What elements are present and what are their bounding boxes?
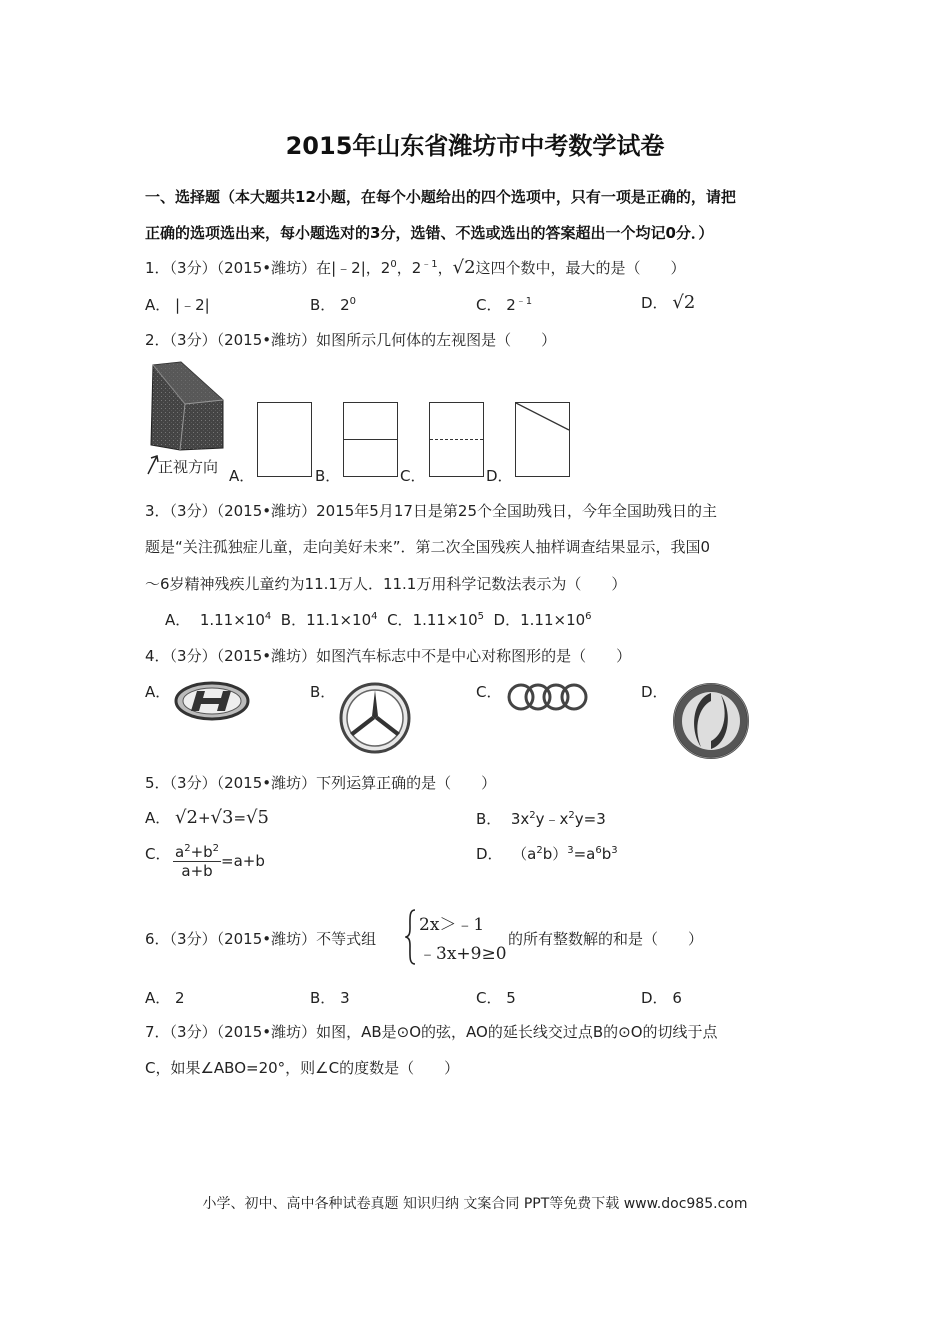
- section-instructions-line2: 正确的选项选出来，每小题选对的3分，选错、不选或选出的答案超出一个均记0分．）: [145, 224, 714, 242]
- q2-c-label: C．: [400, 467, 426, 485]
- brace-icon: [405, 908, 417, 966]
- q2-option-b-rect: [343, 402, 398, 477]
- q2-b-solid-line: [344, 439, 397, 440]
- q2-option-d-rect: [515, 402, 570, 477]
- q5-c-rhs: =a+b: [221, 852, 265, 870]
- q4-b-label: B．: [310, 683, 336, 701]
- q2-d-diagonal: [516, 403, 569, 476]
- q5-a-label: A．: [145, 809, 171, 827]
- q3-d-exp: 6: [585, 611, 592, 622]
- question-3-line1: 3．（3分）（2015•潍坊）2015年5月17日是第25个全国助残日，今年全国助残日的主: [145, 502, 718, 520]
- question-6-stem-prefix: 6．（3分）（2015•潍坊）不等式组: [145, 930, 377, 948]
- question-7-line1: 7．（3分）（2015•潍坊）如图，AB是⊙O的弦，AO的延长线交过点B的⊙O的切线于点: [145, 1023, 718, 1041]
- q1-stem-root: √2: [452, 257, 476, 278]
- q1-c-base: 2: [506, 296, 516, 314]
- q3-a-exp: 4: [264, 611, 272, 622]
- q1-stem-prefix: 1．（3分）（2015•潍坊）在|﹣2|，2: [145, 259, 391, 277]
- q6-c-text: 5: [506, 989, 516, 1007]
- q3-a-base: 1.11×10: [199, 611, 265, 629]
- q5-option-b: [476, 809, 606, 829]
- q5-a-plus: +: [197, 809, 211, 827]
- q3-options: [165, 610, 592, 630]
- q6-c-label: C．: [476, 989, 502, 1007]
- q3-a-label: A．: [165, 611, 191, 629]
- q2-a-label: A．: [229, 467, 255, 485]
- question-2-stem: 2．（3分）（2015•潍坊）如图所示几何体的左视图是（ ）: [145, 331, 557, 349]
- q1-option-d: [641, 293, 695, 313]
- q5-b-p2: y﹣x: [535, 810, 569, 828]
- q5-b-p3: y=3: [574, 810, 606, 828]
- mercedes-logo-icon: [338, 681, 412, 755]
- q6-b-label: B．: [310, 989, 336, 1007]
- q5-c-num-a: a: [175, 843, 185, 861]
- q6-a-text: 2: [175, 989, 185, 1007]
- q3-c-label: C．: [387, 611, 413, 629]
- q5-d-p1: （a: [512, 845, 537, 863]
- q2-option-a-rect: [257, 402, 312, 477]
- direction-label: 正视方向: [158, 458, 219, 476]
- q5-option-c: [173, 843, 265, 880]
- q5-c-label: C．: [145, 845, 171, 863]
- q3-c-base: 1.11×10: [412, 611, 478, 629]
- q5-d-p2: b）: [542, 845, 568, 863]
- q1-b-label: B．: [310, 296, 336, 314]
- page-title: 2015年山东省潍坊市中考数学试卷: [285, 132, 665, 160]
- q6-a-label: A．: [145, 989, 171, 1007]
- q5-b-label: B．: [476, 810, 502, 828]
- question-3-line2: 题是“关注孤独症儿童，走向美好未来”．第二次全国残疾人抽样调查结果显示，我国0: [145, 538, 711, 556]
- q1-a-text: |﹣2|: [175, 296, 210, 314]
- q1-stem-suffix: 这四个数中，最大的是（ ）: [475, 259, 686, 277]
- question-3-line3: ～6岁精神残疾儿童约为11.1万人．11.1万用科学记数法表示为（ ）: [145, 575, 627, 593]
- q5-b-e2: 2: [568, 810, 575, 821]
- q6-inequality-1: 2x＞﹣1: [419, 915, 485, 935]
- question-7-line2: C，如果∠ABO=20°，则∠C的度数是（ ）: [145, 1059, 460, 1077]
- q2-b-label: B．: [315, 467, 341, 485]
- q5-a-root2: √2: [175, 807, 198, 828]
- q5-a-root5: √5: [246, 807, 269, 828]
- q1-stem-expm1: ﹣1: [421, 259, 438, 270]
- section-instructions-line1: 一、选择题（本大题共12小题，在每个小题给出的四个选项中，只有一项是正确的，请把: [145, 188, 736, 206]
- q5-d-p4: b: [601, 845, 612, 863]
- q5-b-e1: 2: [529, 810, 536, 821]
- q1-stem-sep: ，: [437, 259, 453, 277]
- q5-d-e4: 3: [611, 845, 618, 856]
- q3-b-base: 11.1×10: [306, 611, 372, 629]
- q5-option-d: [476, 844, 618, 864]
- question-1-stem: [145, 258, 686, 278]
- q5-b-p1: 3x: [510, 810, 530, 828]
- q2-d-label: D．: [486, 467, 513, 485]
- q5-d-e3: 6: [595, 845, 602, 856]
- hyundai-logo-icon: [173, 680, 251, 722]
- question-6-stem-suffix: 的所有整数解的和是（ ）: [508, 930, 704, 948]
- q1-b-exp: 0: [349, 296, 356, 307]
- q3-d-label: D．: [493, 611, 521, 629]
- q5-c-num-plus: +b: [190, 843, 213, 861]
- q1-c-exp: ﹣1: [515, 296, 533, 307]
- q5-option-a: [145, 808, 269, 828]
- dongfeng-logo-icon: [671, 681, 751, 761]
- q2-option-c-rect: [429, 402, 484, 477]
- q5-d-label: D．: [476, 845, 503, 863]
- q4-c-label: C．: [476, 683, 502, 701]
- question-5-stem: 5．（3分）（2015•潍坊）下列运算正确的是（ ）: [145, 774, 497, 792]
- q1-d-label: D．: [641, 294, 668, 312]
- q6-d-text: 6: [672, 989, 682, 1007]
- q6-d-label: D．: [641, 989, 668, 1007]
- q5-c-num-b-exp: 2: [212, 843, 220, 854]
- q5-c-denominator: a+b: [181, 862, 213, 880]
- audi-logo-icon: [506, 682, 590, 712]
- q1-b-base: 2: [340, 296, 350, 314]
- q1-stem-exp0: 0: [390, 259, 397, 270]
- q1-option-c: [476, 295, 532, 315]
- q5-c-numerator: [173, 843, 221, 862]
- q1-option-b: [310, 295, 356, 315]
- q4-d-label: D．: [641, 683, 668, 701]
- q5-c-fraction: [173, 843, 221, 880]
- q1-stem-mid: ，2: [396, 259, 422, 277]
- q1-c-label: C．: [476, 296, 502, 314]
- q5-d-e2: 3: [567, 845, 574, 856]
- q6-b-text: 3: [340, 989, 350, 1007]
- q6-option-c: [476, 988, 516, 1008]
- q5-c-num-a-exp: 2: [184, 843, 191, 854]
- q3-b-exp: 4: [371, 611, 378, 622]
- q6-inequality-2: ﹣3x+9≥0: [419, 944, 507, 964]
- q6-option-b: [310, 988, 350, 1008]
- question-4-stem: 4．（3分）（2015•潍坊）如图汽车标志中不是中心对称图形的是（ ）: [145, 647, 632, 665]
- q4-a-label: A．: [145, 683, 171, 701]
- q5-d-e1: 2: [536, 845, 543, 856]
- q1-d-text: √2: [672, 292, 696, 313]
- q1-a-label: A．: [145, 296, 171, 314]
- q3-c-exp: 5: [477, 611, 484, 622]
- q5-a-eq: =: [233, 809, 247, 827]
- q6-option-a: [145, 988, 185, 1008]
- q3-d-base: 1.11×10: [520, 611, 586, 629]
- q2-c-dashed-line: [430, 439, 483, 440]
- q1-option-a: [145, 295, 210, 315]
- q5-d-p3: =a: [573, 845, 596, 863]
- page-footer: 小学、初中、高中各种试卷真题 知识归纳 文案合同 PPT等免费下载 www.doc985.com: [202, 1196, 748, 1212]
- q5-a-root3: √3: [210, 807, 234, 828]
- q3-b-label: B．: [280, 611, 307, 629]
- q6-option-d: [641, 988, 682, 1008]
